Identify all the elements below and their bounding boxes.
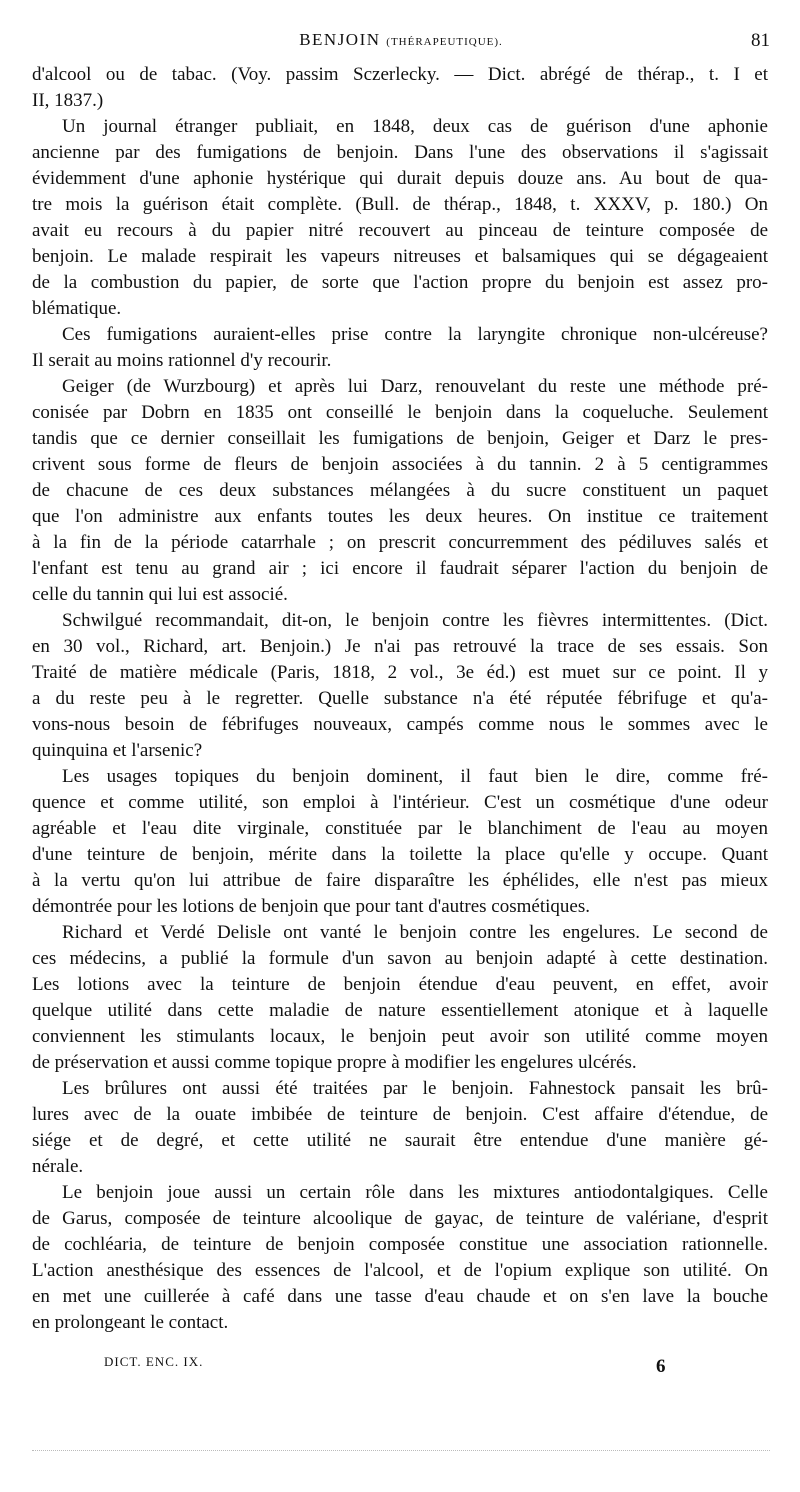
paragraph <box>32 114 768 322</box>
text-line: quinquina et l'arsenic? <box>32 740 203 761</box>
text-line: agréable et l'eau dite virginale, constituée par le blanchiment de l'eau au moyen <box>32 818 768 839</box>
header-title-line <box>32 30 770 50</box>
paragraph <box>32 1180 768 1336</box>
text-line: tre mois la guérison était complète. (Bull. de thérap., 1848, t. XXXV, p. 180.) On <box>32 194 768 215</box>
text-line: d'une teinture de benjoin, mérite dans la toilette la place qu'elle y occupe. Quant <box>32 844 768 865</box>
text-line: Les lotions avec la teinture de benjoin étendue d'eau peuvent, en effet, avoir <box>32 974 768 995</box>
text-line: tandis que ce dernier conseillait les fumigations de benjoin, Geiger et Darz le pres- <box>32 428 768 449</box>
text-line: en 30 vol., Richard, art. Benjoin.) Je n'ai pas retrouvé la trace de ses essais. Son <box>32 636 768 657</box>
text-line: Geiger (de Wurzbourg) et après lui Darz, renouvelant du reste une méthode pré- <box>62 376 768 397</box>
bottom-dotted-rule <box>32 1450 770 1451</box>
text-line: Les brûlures ont aussi été traitées par le benjoin. Fahnestock pansait les brû- <box>62 1078 768 1099</box>
paragraph <box>32 764 768 920</box>
text-line: conviennent les stimulants locaux, le benjoin peut avoir son utilité comme moyen <box>32 1026 768 1047</box>
paragraph <box>32 374 768 608</box>
text-line: lures avec de la ouate imbibée de teinture de benjoin. C'est affaire d'étendue, de <box>32 1104 768 1125</box>
text-line: Un journal étranger publiait, en 1848, deux cas de guérison d'une aphonie <box>62 116 768 137</box>
text-line: Traité de matière médicale (Paris, 1818, 2 vol., 3e éd.) est muet sur ce point. Il y <box>32 662 768 683</box>
text-line: nérale. <box>32 1156 84 1177</box>
text-line: à la fin de la période catarrhale ; on prescrit concurremment des pédiluves salés et <box>32 532 768 553</box>
text-line: quelque utilité dans cette maladie de nature essentiellement atonique et à laquelle <box>32 1000 768 1021</box>
text-line: blématique. <box>32 298 122 319</box>
paragraph <box>32 1076 768 1180</box>
text-line: de chacune de ces deux substances mélangées à du sucre constituent un paquet <box>32 480 768 501</box>
footer-signature: DICT. ENC. IX. <box>104 1354 204 1369</box>
text-line: de la combustion du papier, de sorte que l'action propre du benjoin est assez pro- <box>32 272 768 293</box>
paragraph <box>32 322 768 374</box>
text-line: évidemment d'une aphonie hystérique qui durait depuis douze ans. Au bout de qua- <box>32 168 768 189</box>
text-line: l'enfant est tenu au grand air ; ici encore il faudrait séparer l'action du benjoin de <box>32 558 768 579</box>
text-line: de préservation et aussi comme topique propre à modifier les engelures ulcérés. <box>32 1052 637 1073</box>
text-line: benjoin. Le malade respirait les vapeurs nitreuses et balsamiques qui se dégageaient <box>32 246 768 267</box>
text-line: quence et comme utilité, son emploi à l'intérieur. C'est un cosmétique d'une odeur <box>32 792 768 813</box>
text-line: d'alcool ou de tabac. (Voy. passim Sczerlecky. — Dict. abrégé de thérap., t. I et <box>32 64 768 85</box>
text-line: que l'on administre aux enfants toutes les deux heures. On institue ce traitement <box>32 506 768 527</box>
footer-signature-mark: 6 <box>656 1356 666 1377</box>
paragraph <box>32 62 768 114</box>
text-line: vons-nous besoin de fébrifuges nouveaux, campés comme nous le sommes avec le <box>32 714 768 735</box>
body-text <box>32 62 768 1336</box>
text-line: à la vertu qu'on lui attribue de faire disparaître les éphélides, elle n'est pas mieux <box>32 870 768 891</box>
text-line: en prolongeant le contact. <box>32 1312 229 1333</box>
text-line: en met une cuillerée à café dans une tasse d'eau chaude et on s'en lave la bouche <box>32 1286 768 1307</box>
text-line: de cochléaria, de teinture de benjoin composée constitue une association rationnelle. <box>32 1234 768 1255</box>
text-line: Ces fumigations auraient-elles prise contre la laryngite chronique non-ulcéreuse? <box>62 324 768 345</box>
text-line: avait eu recours à du papier nitré recouvert au pinceau de teinture composée de <box>32 220 768 241</box>
paragraph <box>32 920 768 1076</box>
header-subtitle: (THÉRAPEUTIQUE). <box>386 36 503 48</box>
running-head <box>32 30 770 56</box>
text-line: démontrée pour les lotions de benjoin que pour tant d'autres cosmétiques. <box>32 896 590 917</box>
paragraph <box>32 608 768 764</box>
text-line: Richard et Verdé Delisle ont vanté le benjoin contre les engelures. Le second de <box>62 922 768 943</box>
header-title: BENJOIN <box>299 30 381 49</box>
text-line: Le benjoin joue aussi un certain rôle dans les mixtures antiodontalgiques. Celle <box>62 1182 768 1203</box>
text-line: crivent sous forme de fleurs de benjoin associées à du tannin. 2 à 5 centigrammes <box>32 454 768 475</box>
text-line: II, 1837.) <box>32 90 104 111</box>
page-number: 81 <box>751 30 770 51</box>
text-line: L'action anesthésique des essences de l'alcool, et de l'opium explique son utilité. On <box>32 1260 768 1281</box>
text-line: Il serait au moins rationnel d'y recourir. <box>32 350 332 371</box>
text-line: ancienne par des fumigations de benjoin. Dans l'une des observations il s'agissait <box>32 142 768 163</box>
text-line: ces médecins, a publié la formule d'un savon au benjoin adapté à cette destination. <box>32 948 768 969</box>
text-line: siége et de degré, et cette utilité ne saurait être entendue d'une manière gé- <box>32 1130 768 1151</box>
text-line: Les usages topiques du benjoin dominent, il faut bien le dire, comme fré- <box>62 766 768 787</box>
text-line: de Garus, composée de teinture alcoolique de gayac, de teinture de valériane, d'esprit <box>32 1208 768 1229</box>
text-line: conisée par Dobrn en 1835 ont conseillé le benjoin dans la coqueluche. Seulement <box>32 402 768 423</box>
text-line: a du reste peu à le regretter. Quelle substance n'a été réputée fébrifuge et qu'a- <box>32 688 768 709</box>
text-line: celle du tannin qui lui est associé. <box>32 584 288 605</box>
text-line: Schwilgué recommandait, dit-on, le benjoin contre les fièvres intermittentes. (Dict. <box>62 610 768 631</box>
